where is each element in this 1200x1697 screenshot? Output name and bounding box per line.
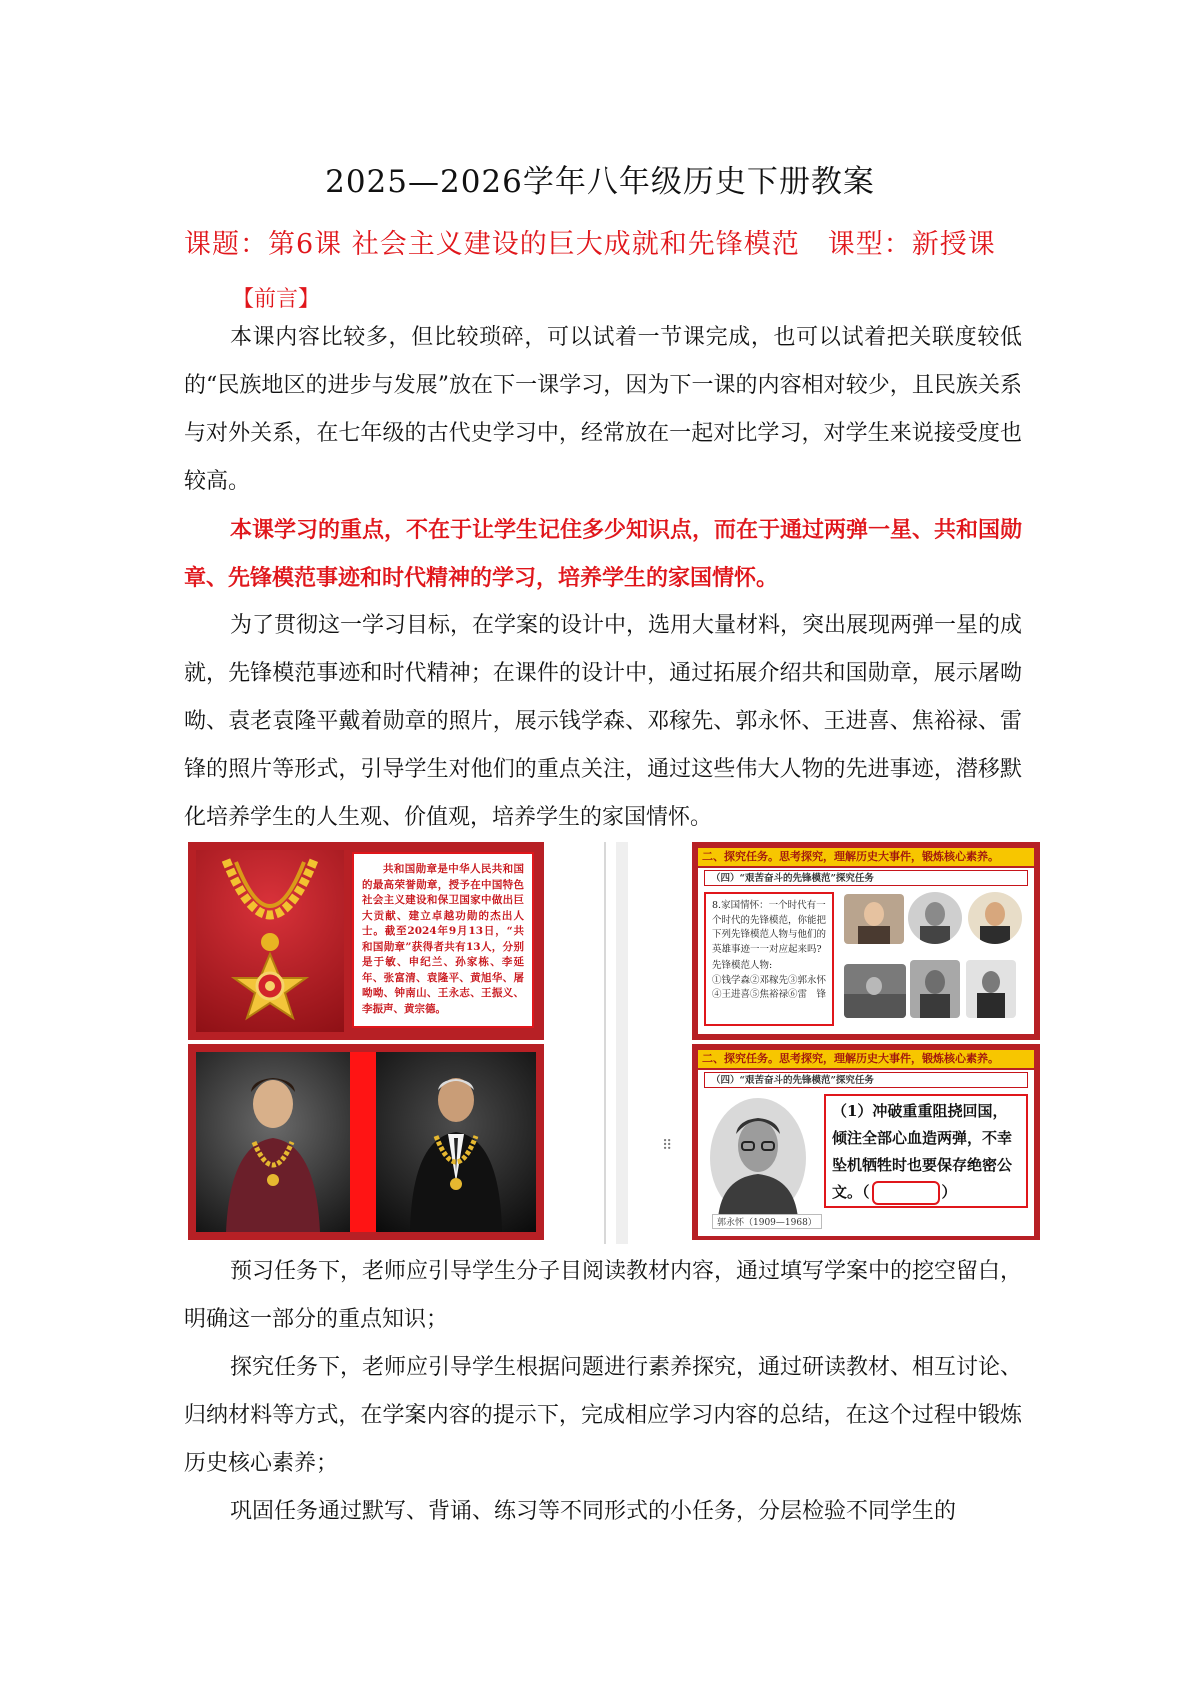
thumb-photo-4: [844, 964, 906, 1018]
portrait-photo-right: [376, 1052, 536, 1232]
paragraph-key-point: 本课学习的重点，不在于让学生记住多少知识点，而在于通过两弹一星、共和国勋章、先锋模范事迹和时代精神的学习，培养学生的家国情怀。: [184, 517, 1023, 591]
answer-blank-input[interactable]: [872, 1181, 940, 1205]
lesson-type: 课型：新授课: [827, 229, 996, 260]
lesson-subtitle: [184, 222, 1044, 261]
medal-description: 共和国勋章是中华人民共和国的最高荣誉勋章，授予在中国特色社会主义建设和保卫国家中做出巨大贡献、建立卓越功勋的杰出人士。截至2024年9月13日，“共和国勋章”获得者共有13人，分别是于敏、申纪兰、孙家栋、李延年、张富清、袁隆平、黄旭华、屠呦呦、钟南山、王永志、王振义、李振声、黄宗德。: [352, 852, 534, 1028]
lesson-name: 课题：第6课 社会主义建设的巨大成就和先锋模范: [184, 229, 800, 260]
task-header-2: 二、探究任务。思考探究，理解历史大事件，锻炼核心素养。: [698, 1050, 1034, 1068]
image-collage: [184, 842, 1042, 1244]
task-body-2: [698, 1070, 1034, 1236]
task-header: 二、探究任务。思考探究，理解历史大事件，锻炼核心素养。: [698, 848, 1034, 866]
paragraph-inquiry-task: 探究任务下，老师应引导学生根据问题进行素养探究，通过研读教材、相互讨论、归纳材料等方式，在学案内容的提示下，完成相应学习内容的总结，在这个过程中锻炼历史核心素养；: [184, 1355, 1023, 1476]
answer-text: （1）冲破重重阻挠回国，倾注全部心血造两弹，不幸坠机牺牲时也要保存绝密公文。（: [832, 1102, 1013, 1201]
portrait-caption: 郭永怀（1909—1968）: [712, 1214, 822, 1229]
thumb-photo-5: [910, 960, 960, 1018]
answer-close: ）: [941, 1183, 957, 1201]
paragraph-intro: 本课内容比较多，但比较琐碎，可以试着一节课完成，也可以试着把关联度较低的“民族地区的进步与发展”放在下一课学习，因为下一课的内容相对较少，且民族关系与对外关系，在七年级的古代史学习中，经常放在一起对比学习，对学生来说接受度也较高。: [184, 325, 1022, 494]
paragraph-design: 为了贯彻这一学习目标，在学案的设计中，选用大量材料，突出展现两弹一星的成就，先锋模范事迹和时代精神；在课件的设计中，通过拓展介绍共和国勋章，展示屠呦呦、袁老袁隆平戴着勋章的照片，展示钱学森、邓稼先、郭永怀、王进喜、焦裕禄、雷锋的照片等形式，引导学生对他们的重点关注，通过这些伟大人物的先进事迹，潜移默化培养学生的人生观、价值观，培养学生的家国情怀。: [184, 613, 1023, 830]
slide-task-answer: [692, 1044, 1040, 1240]
column-gutter: [616, 842, 628, 1244]
task-subheader-2: （四）“艰苦奋斗的先锋模范”探究任务: [704, 1072, 1028, 1088]
answer-box: [824, 1094, 1028, 1208]
page-title: 2025—2026学年八年级历史下册教案: [325, 164, 875, 200]
drag-handle-icon[interactable]: ⠿: [662, 1138, 673, 1154]
slide-portraits: [188, 1044, 544, 1240]
thumb-photo-3: [968, 892, 1022, 944]
question-options-2: ④王进喜⑤焦裕禄⑥雷 锋: [712, 989, 827, 1000]
red-divider-bar: [350, 1052, 376, 1232]
thumb-photo-1: [844, 894, 904, 944]
question-options-1: ①钱学森②邓稼先③郭永怀: [712, 974, 827, 986]
preface-heading: 【前言】: [232, 287, 321, 312]
paragraph-preview-task: 预习任务下，老师应引导学生分子目阅读教材内容，通过填写学案中的挖空留白，明确这一部分的重点知识；: [184, 1259, 1023, 1332]
task-subheader: （四）“艰苦奋斗的先锋模范”探究任务: [704, 870, 1028, 886]
paragraph-consolidation-task: 巩固任务通过默写、背诵、练习等不同形式的小任务，分层检验不同学生的: [230, 1499, 957, 1524]
portrait-guo-yonghuai: [704, 1094, 812, 1230]
question-text: 8.家国情怀：一个时代有一个时代的先锋模范，你能把下列先锋模范人物与他们的英雄事迹一一对应起来吗?: [712, 900, 827, 955]
task-body: [698, 868, 1034, 1034]
pioneer-thumbnails: [840, 890, 1030, 1030]
medal-image: [196, 850, 344, 1032]
slide-task-matching: [692, 842, 1040, 1040]
column-divider: [604, 842, 606, 1244]
slide-medal: [188, 842, 544, 1040]
thumb-photo-6: [966, 960, 1016, 1018]
question-box: [704, 892, 834, 1026]
question-label: 先锋模范人物:: [712, 960, 773, 971]
thumb-photo-2: [908, 892, 962, 944]
portrait-photo-left: [196, 1052, 350, 1232]
